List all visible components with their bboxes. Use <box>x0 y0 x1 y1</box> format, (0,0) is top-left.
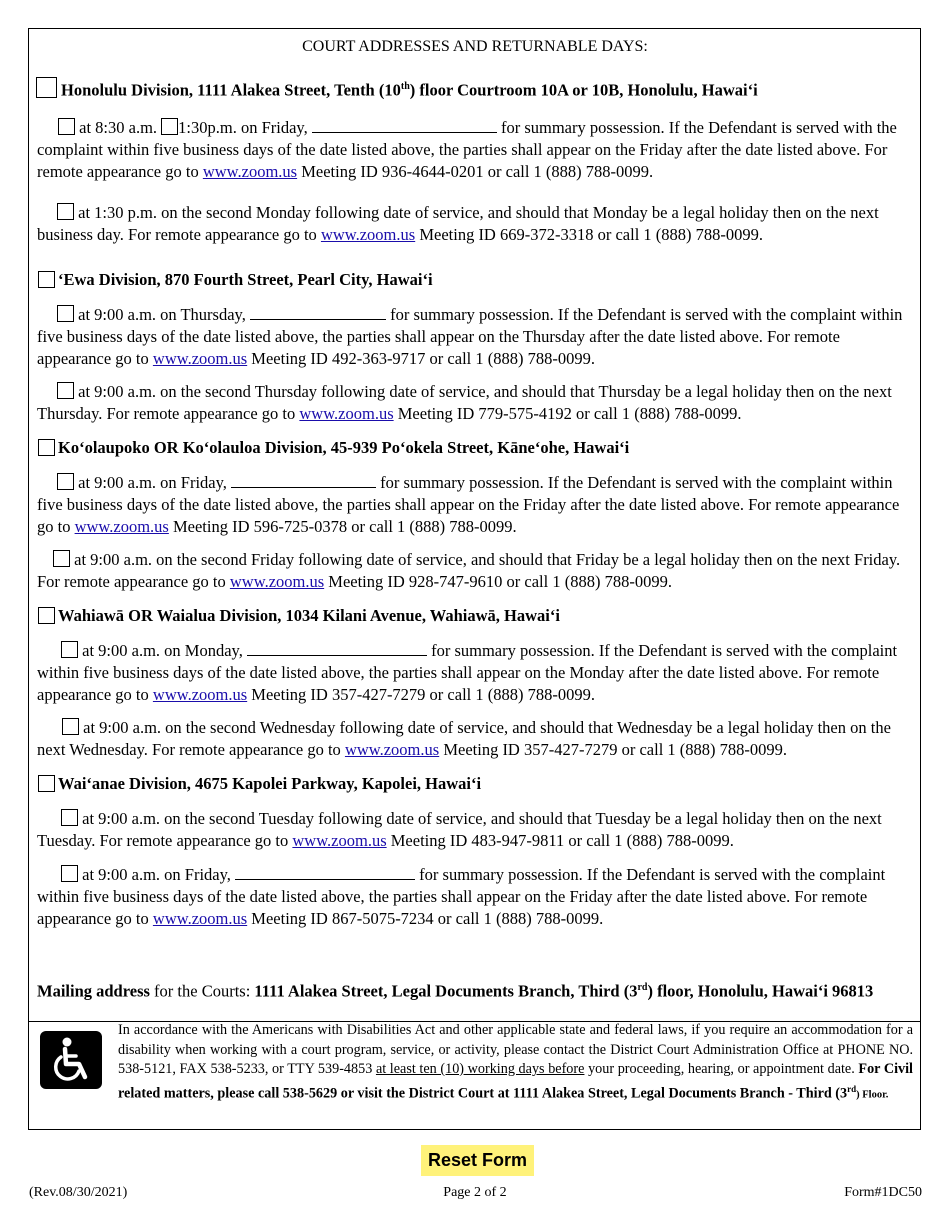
zoom-link[interactable]: www.zoom.us <box>229 572 325 591</box>
reset-form-button[interactable]: Reset Form <box>421 1145 534 1176</box>
ewa-option-2: at 9:00 a.m. on the second Thursday following date of service, and should that Thursday be a legal holiday then on the next Thursday. For remote appearance go to www.zoom.us Meeting ID 779-575-4192 or call 1 (888) 788-0099. <box>37 382 892 423</box>
zoom-link[interactable]: www.zoom.us <box>292 831 387 850</box>
waianae-tuesday-checkbox[interactable] <box>61 809 78 826</box>
zoom-link[interactable]: www.zoom.us <box>152 685 248 704</box>
ewa-division-checkbox[interactable] <box>38 271 55 288</box>
wahiawa-division-checkbox[interactable] <box>38 607 55 624</box>
koolau-friday-date-field[interactable] <box>231 472 376 488</box>
revision-date: (Rev.08/30/2021) <box>29 1185 128 1200</box>
honolulu-division-heading: Honolulu Division, 1111 Alakea Street, Tenth (10th) floor Courtroom 10A or 10B, Honolulu, Hawai‘i <box>61 80 758 100</box>
page-number: Page 2 of 2 <box>443 1185 507 1200</box>
waianae-friday-date-field[interactable] <box>235 864 415 880</box>
zoom-link[interactable]: www.zoom.us <box>152 349 248 368</box>
ewa-thursday-checkbox[interactable] <box>57 305 74 322</box>
honolulu-830-checkbox[interactable] <box>58 118 75 135</box>
koolau-division-checkbox[interactable] <box>38 439 55 456</box>
waianae-division-heading: Wai‘anae Division, 4675 Kapolei Parkway, Kapolei, Hawai‘i <box>58 774 482 793</box>
waianae-friday-checkbox[interactable] <box>61 865 78 882</box>
zoom-link[interactable]: www.zoom.us <box>152 909 248 928</box>
wahiawa-wednesday-checkbox[interactable] <box>62 718 79 735</box>
wahiawa-option-2: at 9:00 a.m. on the second Wednesday following date of service, and should that Wednesday be a legal holiday then on the next Wednesday. For remote appearance go to www.zoom.us Meeting ID 357-427-7279 or call 1 (888) 788-0099. <box>37 718 891 759</box>
wahiawa-option-1: at 9:00 a.m. on Monday, for summary possession. If the Defendant is served with the complaint within five business days of the date listed above, the parties shall appear on the Monday after the date listed above. For remote appearance go to www.zoom.us Meeting ID 357-427-7279 or call 1 (888) 788-0099. <box>37 641 898 704</box>
zoom-link[interactable]: www.zoom.us <box>74 517 169 536</box>
ewa-division-heading: ‘Ewa Division, 870 Fourth Street, Pearl City, Hawai‘i <box>58 270 433 289</box>
zoom-link[interactable]: www.zoom.us <box>202 162 298 181</box>
wahiawa-monday-checkbox[interactable] <box>61 641 78 658</box>
honolulu-option-1: at 8:30 a.m. 1:30p.m. on Friday, for summary possession. If the Defendant is served with the complaint within five business days of the date listed above, the parties shall appear on the Friday after the date listed above. For remote appearance go to www.zoom.us Meeting ID 936-4644-0201 or call 1 (888) 788-0099. <box>37 118 897 181</box>
koolau-friday-checkbox[interactable] <box>57 473 74 490</box>
wheelchair-icon <box>40 1031 102 1089</box>
waianae-option-1: at 9:00 a.m. on the second Tuesday following date of service, and should that Tuesday be a legal holiday then on the next Tuesday. For remote appearance go to www.zoom.us Meeting ID 483-947-9811 or call 1 (888) 788-0099. <box>37 809 882 850</box>
mailing-address: Mailing address for the Courts: 1111 Alakea Street, Legal Documents Branch, Third (3rd) floor, Honolulu, Hawai‘i 96813 <box>37 981 874 1001</box>
zoom-link[interactable]: www.zoom.us <box>299 404 394 423</box>
zoom-link[interactable]: www.zoom.us <box>320 225 416 244</box>
honolulu-division-checkbox[interactable] <box>36 77 57 98</box>
waianae-division-checkbox[interactable] <box>38 775 55 792</box>
honolulu-option-2: at 1:30 p.m. on the second Monday following date of service, and should that Monday be a legal holiday then on the next business day. For remote appearance go to www.zoom.us Meeting ID 669-372-3318 or call 1 (888) 788-0099. <box>37 203 879 244</box>
wahiawa-monday-date-field[interactable] <box>247 640 427 656</box>
koolau-option-1: at 9:00 a.m. on Friday, for summary possession. If the Defendant is served with the complaint within five business days of the date listed above, the parties shall appear on the Friday after the date listed above. For remote appearance go to www.zoom.us Meeting ID 596-725-0378 or call 1 (888) 788-0099. <box>37 473 900 536</box>
koolau-second-friday-checkbox[interactable] <box>53 550 70 567</box>
honolulu-friday-date-field[interactable] <box>312 117 497 133</box>
form-number: Form#1DC50 <box>844 1185 922 1200</box>
ada-notice-text: In accordance with the Americans with Disabilities Act and other applicable state and federal laws, if you require an accommodation for a disability when working with a court program, service, or activity, please contact the District Court Administration Office at PHONE NO. 538-5121, FAX 538-5233, or TTY 539-4853 at least ten (10) working days before your proceeding, hearing, or appointment date. For Civil related matters, please call 538-5629 or visit the District Court at 1111 Alakea Street, Legal Documents Branch - Third (3rd) Floor. <box>118 1022 913 1102</box>
ewa-option-1: at 9:00 a.m. on Thursday, for summary possession. If the Defendant is served with the complaint within five business days of the date listed above, the parties shall appear on the Thursday after the date listed above. For remote appearance go to www.zoom.us Meeting ID 492-363-9717 or call 1 (888) 788-0099. <box>37 305 903 368</box>
zoom-link[interactable]: www.zoom.us <box>344 740 440 759</box>
wahiawa-division-heading: Wahiawā OR Waialua Division, 1034 Kilani Avenue, Wahiawā, Hawai‘i <box>58 606 560 625</box>
honolulu-130-checkbox[interactable] <box>161 118 178 135</box>
page-title: COURT ADDRESSES AND RETURNABLE DAYS: <box>302 38 648 55</box>
honolulu-monday-checkbox[interactable] <box>57 203 74 220</box>
ewa-second-thursday-checkbox[interactable] <box>57 382 74 399</box>
koolau-division-heading: Ko‘olaupoko OR Ko‘olauloa Division, 45-939 Po‘okela Street, Kāne‘ohe, Hawai‘i <box>58 438 630 457</box>
ewa-thursday-date-field[interactable] <box>250 304 386 320</box>
koolau-option-2: at 9:00 a.m. on the second Friday following date of service, and should that Friday be a legal holiday then on the next Friday. For remote appearance go to www.zoom.us Meeting ID 928-747-9610 or call 1 (888) 788-0099. <box>37 550 901 591</box>
waianae-option-2: at 9:00 a.m. on Friday, for summary possession. If the Defendant is served with the complaint within five business days of the date listed above, the parties shall appear on the Friday after the date listed above. For remote appearance go to www.zoom.us Meeting ID 867-5075-7234 or call 1 (888) 788-0099. <box>37 865 886 928</box>
